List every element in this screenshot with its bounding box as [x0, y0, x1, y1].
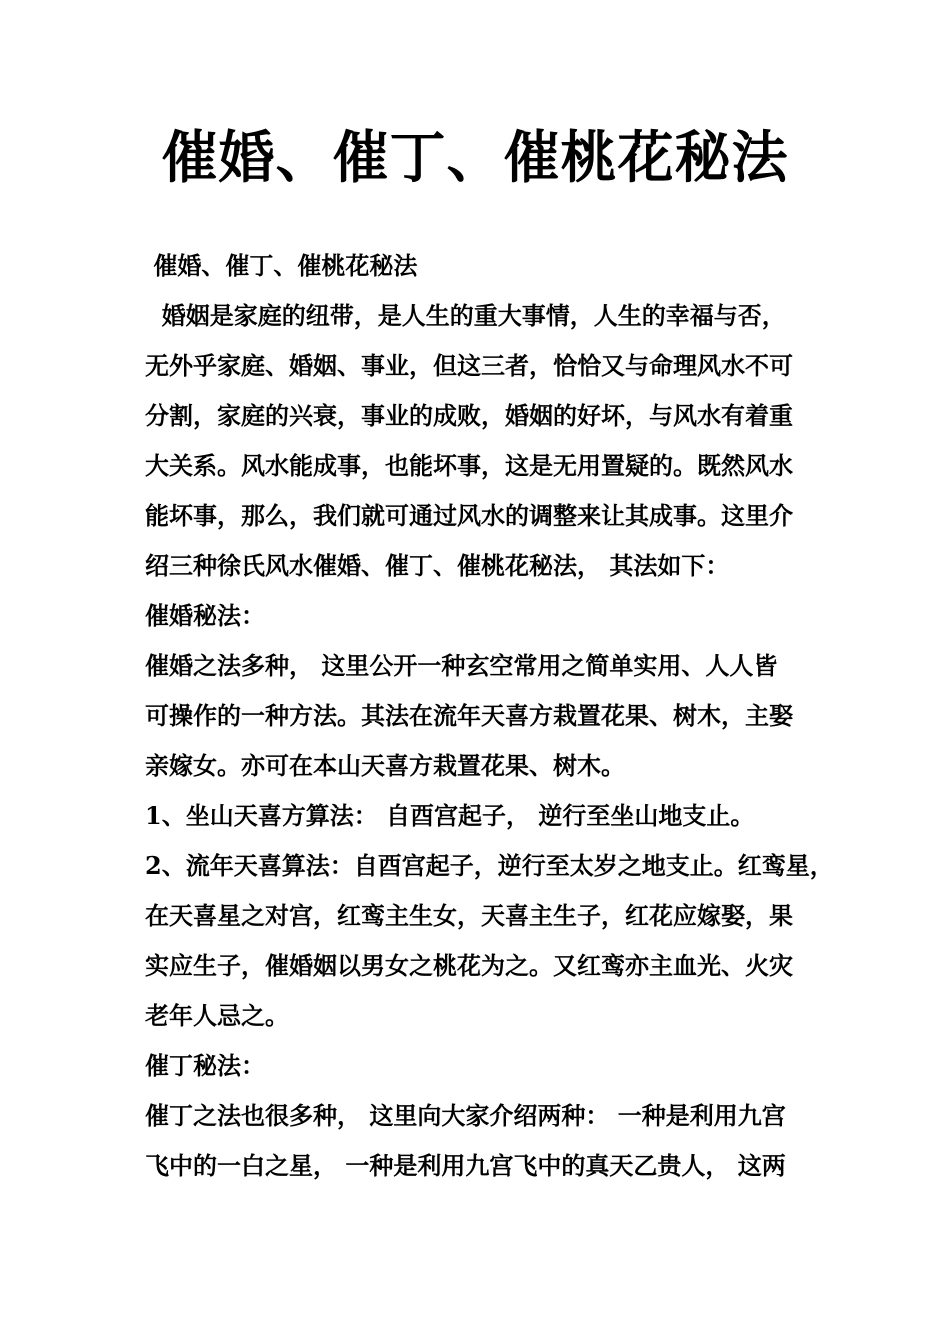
- paragraph-line: 无外乎家庭、婚姻、事业，但这三者，恰恰又与命理风水不可: [145, 351, 793, 380]
- paragraph-line: 绍三种徐氏风水催婚、催丁、催桃花秘法， 其法如下：: [145, 551, 730, 580]
- paragraph-line: 在天喜星之对宫，红鸾主生女，天喜主生子，红花应嫁娶，果: [145, 901, 793, 930]
- paragraph-line: 催丁之法也很多种， 这里向大家介绍两种： 一种是利用九宫: [145, 1101, 786, 1130]
- paragraph-line: 实应生子，催婚姻以男女之桃花为之。又红鸾亦主血光、火灾: [145, 951, 793, 980]
- section-heading-offspring: 催丁秘法：: [145, 1051, 265, 1080]
- list-item-1: 1、坐山天喜方算法： 自酉宫起子， 逆行至坐山地支止。: [145, 801, 755, 830]
- document-title: 催婚、催丁、催桃花秘法: [161, 125, 789, 191]
- document-body: [145, 241, 835, 1191]
- paragraph-line: 亲嫁女。亦可在本山天喜方栽置花果、树木。: [145, 751, 625, 780]
- list-item-2: 2、流年天喜算法：自酉宫起子，逆行至太岁之地支止。红鸾星，: [145, 851, 834, 880]
- paragraph-line: 飞中的一白之星， 一种是利用九宫飞中的真天乙贵人， 这两: [145, 1151, 786, 1180]
- paragraph-line: 可操作的一种方法。其法在流年天喜方栽置花果、树木，主娶: [145, 701, 793, 730]
- paragraph-line: 能坏事，那么，我们就可通过风水的调整来让其成事。这里介: [145, 501, 793, 530]
- paragraph-line: 老年人忌之。: [145, 1001, 289, 1030]
- paragraph-line: 婚姻是家庭的纽带，是人生的重大事情，人生的幸福与否，: [145, 301, 786, 330]
- paragraph-line: 催婚之法多种， 这里公开一种玄空常用之简单实用、人人皆: [145, 651, 778, 680]
- subtitle-line: 催婚、催丁、催桃花秘法: [145, 251, 418, 280]
- paragraph-line: 大关系。风水能成事，也能坏事，这是无用置疑的。既然风水: [145, 451, 793, 480]
- section-heading-marriage: 催婚秘法：: [145, 601, 265, 630]
- paragraph-line: 分割，家庭的兴衰，事业的成败，婚姻的好坏，与风水有着重: [145, 401, 793, 430]
